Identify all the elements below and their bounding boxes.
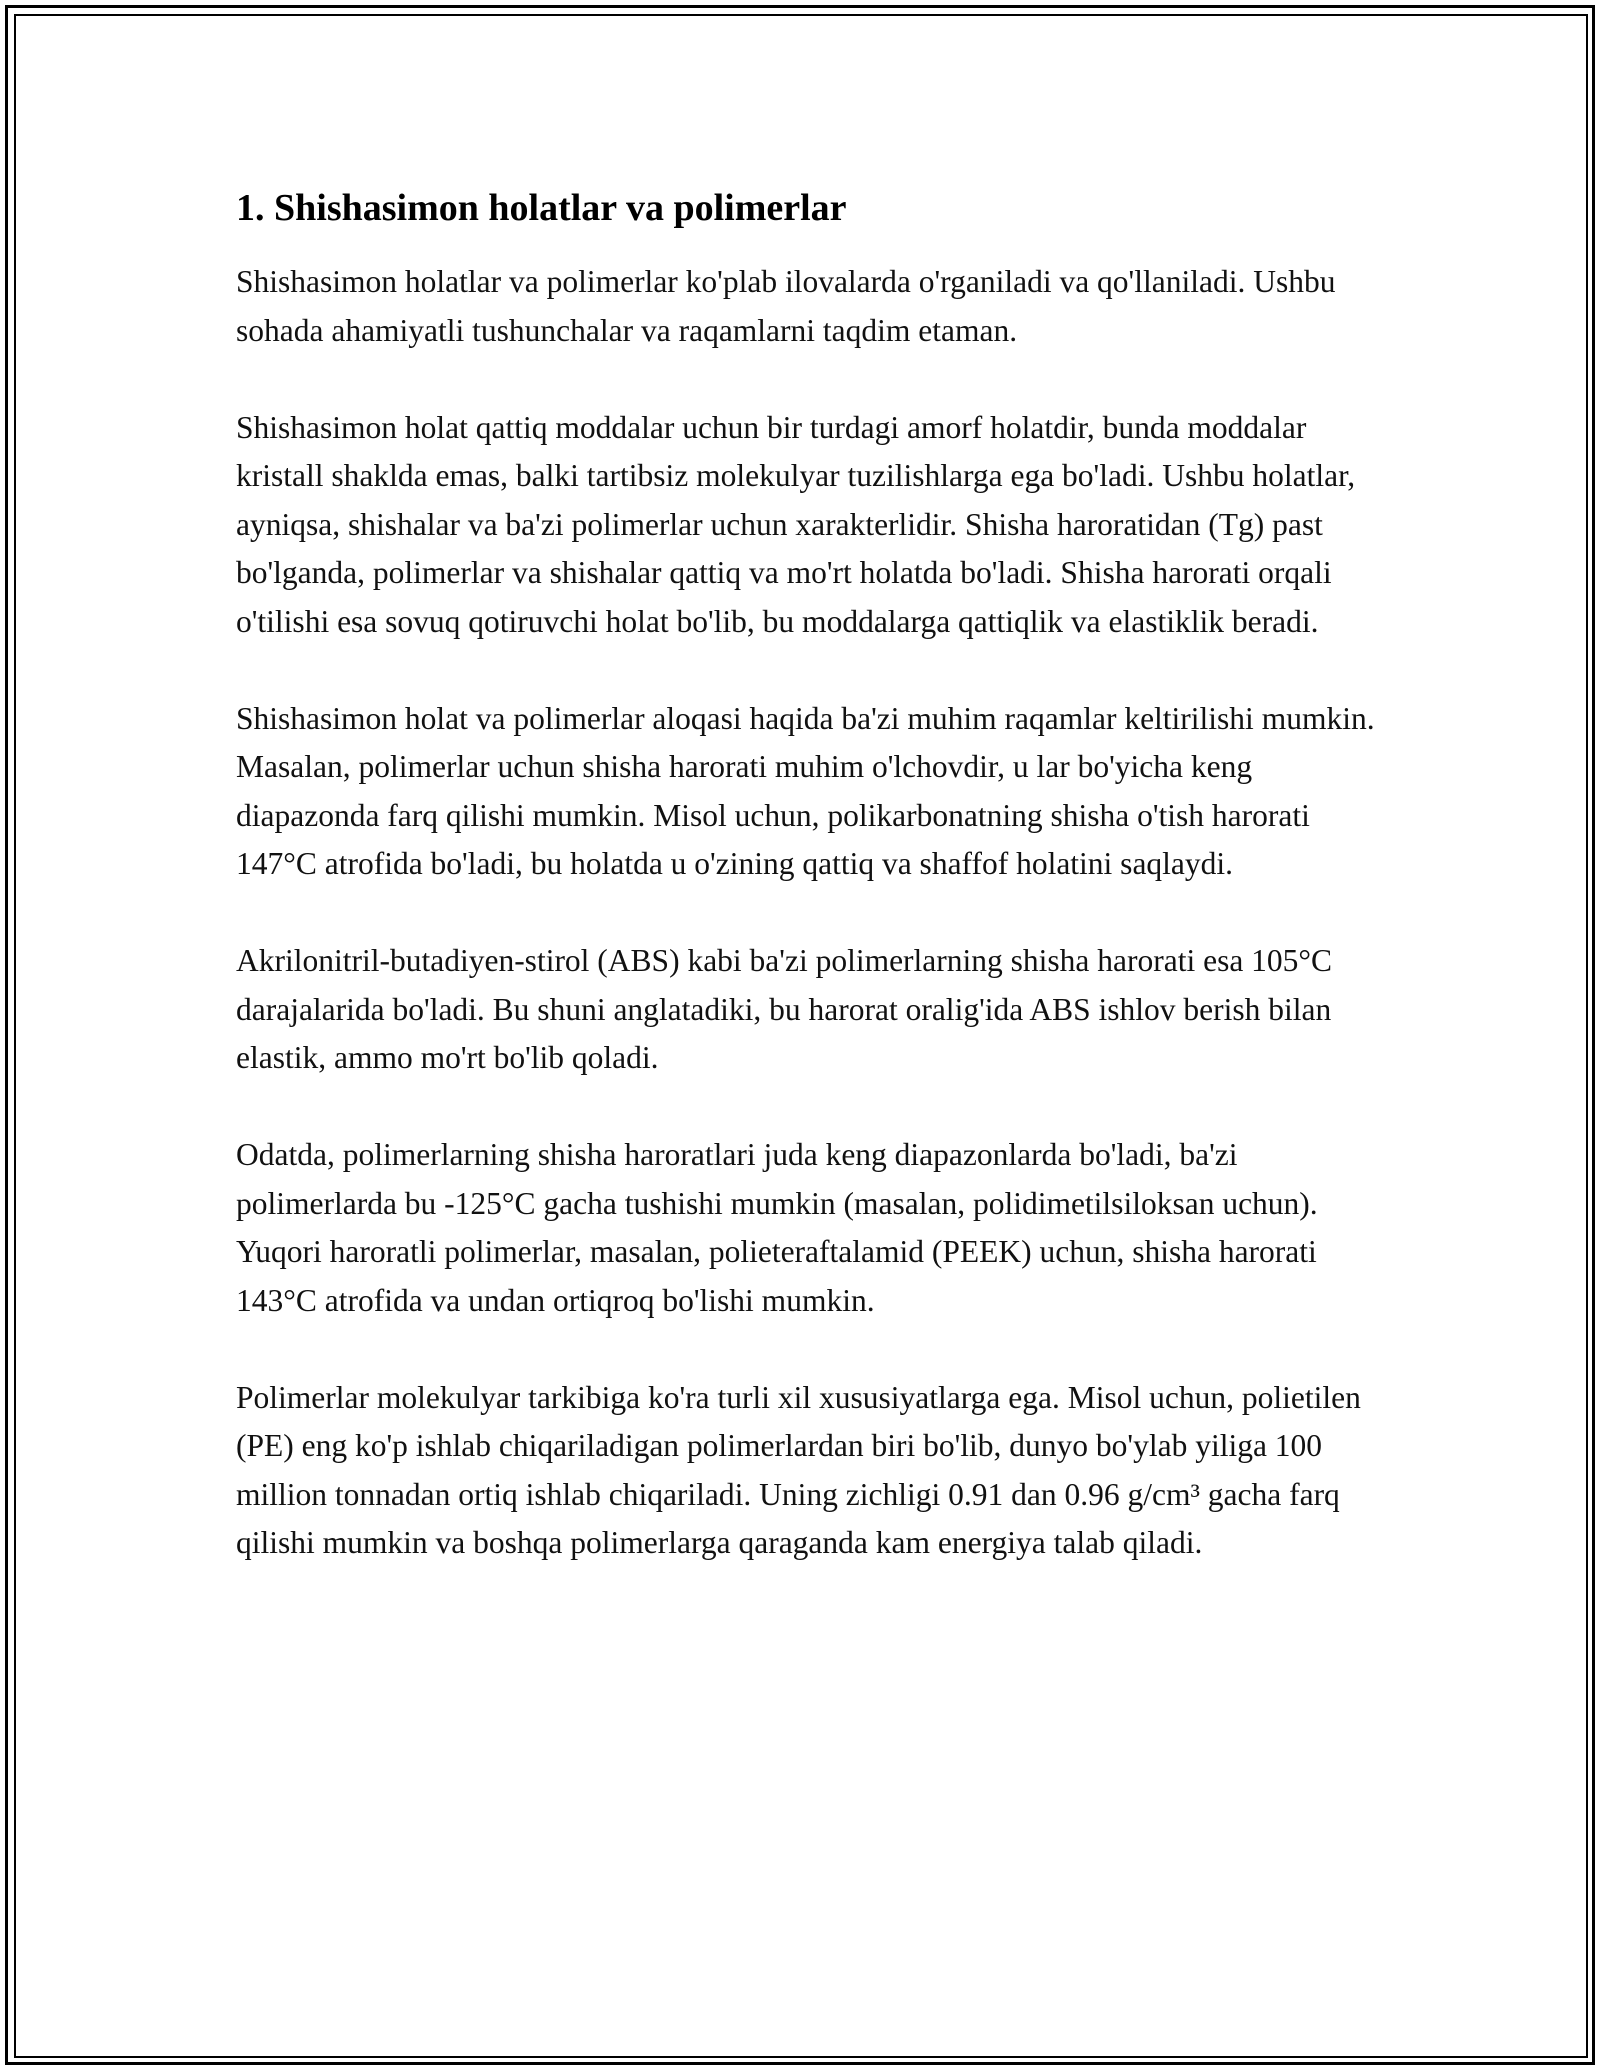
paragraph-intro: Shishasimon holatlar va polimerlar ko'plab ilovalarda o'rganiladi va qo'llaniladi. Ushbu sohada ahamiyatli tushunchalar va raqamlarni taqdim etaman. <box>236 264 1336 348</box>
paragraph-temperature-range: Odatda, polimerlarning shisha haroratlari juda keng diapazonlarda bo'ladi, ba'zi polimerlarda bu -125°C gacha tushishi mumkin (masalan, polidimetilsiloksan uchun). Yuqori haroratli polimerlar, masalan, polieteraftalamid (PEEK) uchun, shisha harorati 143°C atrofida va undan ortiqroq bo'lishi mumkin. <box>236 1137 1318 1318</box>
paragraph-glassy-state: Shishasimon holat qattiq moddalar uchun bir turdagi amorf holatdir, bunda moddalar kristall shaklda emas, balki tartibsiz molekulyar tuzilishlarga ega bo'ladi. Ushbu holatlar, ayniqsa, shishalar va ba'zi polimerlar uchun xarakterlidir. Shisha haroratidan (Tg) past bo'lganda, polimerlar va shishalar qattiq va mo'rt holatda bo'ladi. Shisha harorati orqali o'tilishi esa sovuq qotiruvchi holat bo'lib, bu moddalarga qattiqlik va elastiklik beradi. <box>236 409 1356 639</box>
document-body <box>236 184 1376 1616</box>
paragraph-polycarbonate: Shishasimon holat va polimerlar aloqasi haqida ba'zi muhim raqamlar keltirilishi mumkin. Masalan, polimerlar uchun shisha harorati muhim o'lchovdir, u lar bo'yicha keng diapazonda farq qilishi mumkin. Misol uchun, polikarbonatning shisha o'tish harorati 147°C atrofida bo'ladi, bu holatda u o'zining qattiq va shaffof holatini saqlaydi. <box>236 700 1375 881</box>
paragraph-abs: Akrilonitril-butadiyen-stirol (ABS) kabi ba'zi polimerlarning shisha harorati esa 105°C darajalarida bo'ladi. Bu shuni anglatadiki, bu harorat oralig'ida ABS ishlov berish bilan elastik, ammo mo'rt bo'lib qoladi. <box>236 943 1333 1075</box>
paragraph-polyethylene: Polimerlar molekulyar tarkibiga ko'ra turli xil xususiyatlarga ega. Misol uchun, polietilen (PE) eng ko'p ishlab chiqariladigan polimerlardan biri bo'lib, dunyo bo'ylab yiliga 100 million tonnadan ortiq ishlab chiqariladi. Uning zichligi 0.91 dan 0.96 g/cm³ gacha farq qilishi mumkin va boshqa polimerlarga qaraganda kam energiya talab qiladi. <box>236 1379 1361 1560</box>
section-heading: 1. Shishasimon holatlar va polimerlar <box>236 187 847 229</box>
